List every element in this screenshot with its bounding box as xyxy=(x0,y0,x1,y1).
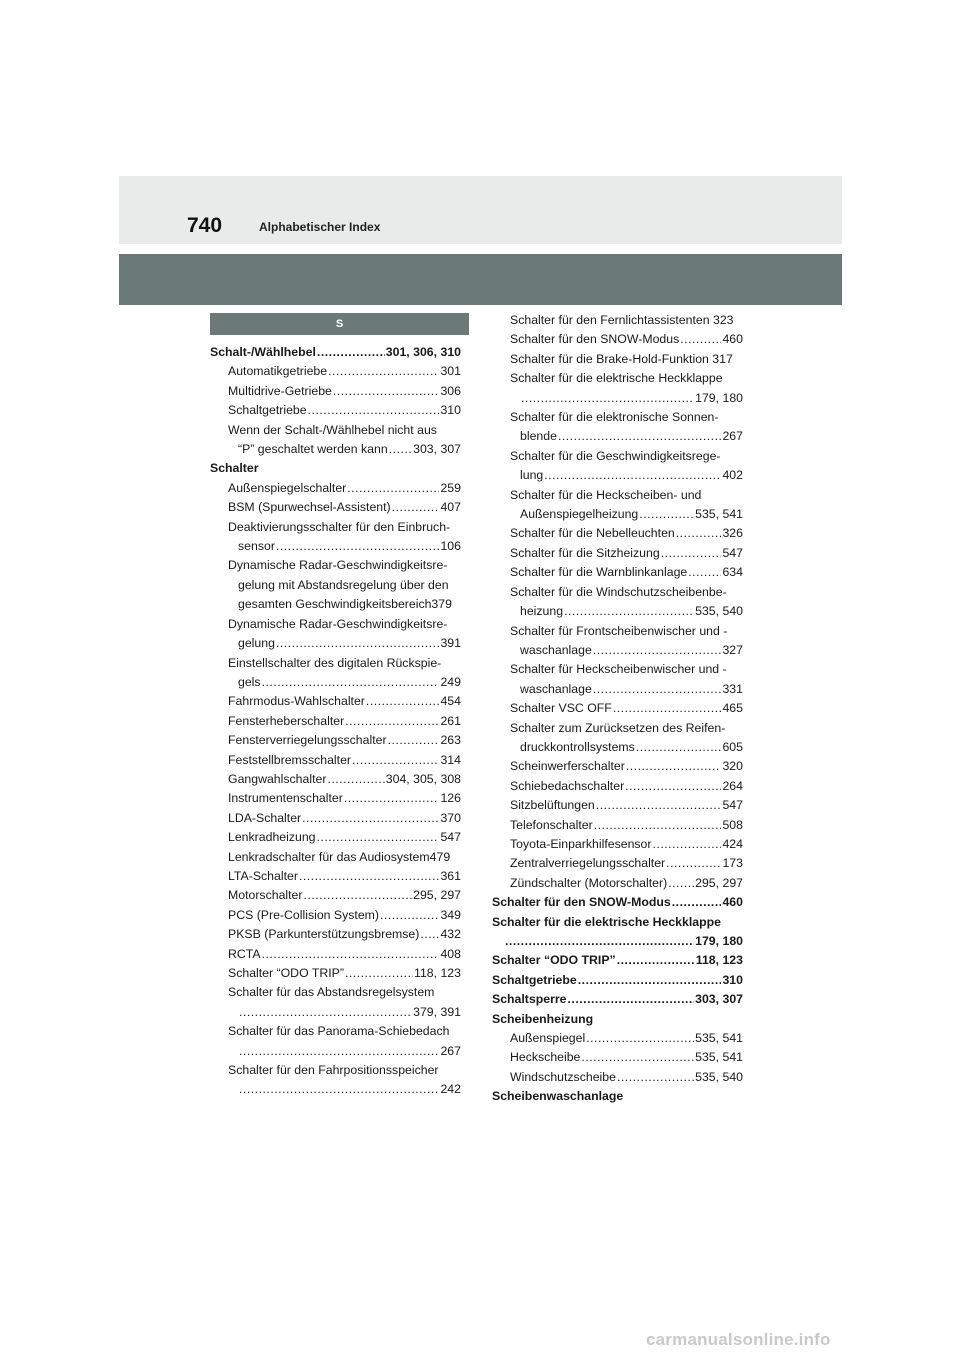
index-entry xyxy=(196,1080,461,1099)
index-entry-label: Schalter für das Abstandsregelsystem xyxy=(228,985,435,1000)
index-entry-label: Schalter für die elektronische Sonnen- xyxy=(510,410,719,425)
dot-leader xyxy=(388,731,440,750)
index-entry xyxy=(196,1003,461,1022)
index-entry xyxy=(196,440,461,459)
index-entry-pages: 535, 540 xyxy=(695,1069,743,1084)
index-entry xyxy=(478,622,743,641)
index-entry-label: Deaktivierungsschalter für den Einbruch- xyxy=(228,519,451,534)
index-entry xyxy=(196,362,461,381)
index-entry-label: Schalter zum Zurücksetzen des Reifen- xyxy=(510,720,726,735)
index-entry-label: Zentralverriegelungsschalter xyxy=(510,856,666,871)
index-entry-label: Schaltsperre xyxy=(492,992,567,1007)
dot-leader xyxy=(344,789,440,808)
index-entry xyxy=(196,964,461,983)
running-title: Alphabetischer Index xyxy=(259,220,381,234)
index-entry xyxy=(478,932,743,951)
index-entry xyxy=(478,913,743,932)
index-entry-label: “P” geschaltet werden kann xyxy=(238,442,388,457)
dot-leader xyxy=(586,1029,694,1048)
index-entry xyxy=(478,796,743,815)
index-entry xyxy=(196,634,461,653)
index-entry-pages: 259 xyxy=(440,480,461,495)
dot-leader xyxy=(239,1080,439,1099)
index-entry-label: druckkontrollsystems xyxy=(520,739,635,754)
index-entry xyxy=(196,925,461,944)
index-entry xyxy=(196,654,461,673)
index-entry-pages: 264 xyxy=(722,778,743,793)
index-entry-pages: 295, 297 xyxy=(413,888,461,903)
index-entry-label: Schalter für die Geschwindigkeitsrege- xyxy=(510,448,721,463)
dot-leader xyxy=(594,816,722,835)
index-entry-pages: 460 xyxy=(722,332,743,347)
index-entry-label: Schalter “ODO TRIP” xyxy=(228,966,344,980)
index-entry-label: blende xyxy=(520,429,557,444)
index-entry-label: Scheibenheizung xyxy=(492,1011,594,1026)
page-number: 740 xyxy=(187,214,223,237)
index-entry-pages: 304, 305, 308 xyxy=(385,771,461,786)
index-entry-pages: 547 xyxy=(722,545,743,560)
index-entry-label: Schalter für den Fernlichtassistenten 323 xyxy=(510,313,734,327)
index-entry-pages: 320 xyxy=(722,759,743,774)
index-entry xyxy=(478,427,743,446)
index-entry-label: Schalter für die elektrische Heckklappe xyxy=(510,371,723,386)
index-entry-label: gelung mit Abstandsregelung über den xyxy=(238,577,449,592)
dot-leader xyxy=(639,505,694,524)
dot-leader xyxy=(625,777,721,796)
index-entry-pages: 173 xyxy=(722,856,743,871)
index-entry-pages: 314 xyxy=(440,752,461,767)
index-entry xyxy=(196,789,461,808)
index-entry-label: Außenspiegel xyxy=(510,1031,586,1046)
index-entry-pages: 267 xyxy=(440,1043,461,1058)
index-entry-label: Schalter für die Windschutzscheibenbe- xyxy=(510,584,727,599)
index-entry-pages: 295, 297 xyxy=(695,875,743,890)
index-entry xyxy=(196,479,461,498)
index-entry-pages: 391 xyxy=(440,636,461,651)
index-entry-pages: 303, 307 xyxy=(413,442,461,457)
index-entry-label: waschanlage xyxy=(520,681,592,696)
index-entry-pages: 249 xyxy=(440,674,461,689)
dot-leader xyxy=(239,1003,412,1022)
dot-leader xyxy=(593,641,722,660)
index-entry-label: heizung xyxy=(520,604,564,619)
dot-leader xyxy=(308,401,440,420)
index-entry xyxy=(196,343,461,362)
index-entry xyxy=(196,906,461,925)
index-entry xyxy=(478,854,743,873)
dot-leader xyxy=(345,712,439,731)
index-entry-label: Dynamische Radar-Geschwindigkeitsre- xyxy=(228,616,448,631)
dot-leader xyxy=(688,563,721,582)
index-entry xyxy=(478,757,743,776)
index-entry xyxy=(196,576,461,595)
index-entry-pages: 402 xyxy=(722,468,743,483)
index-entry xyxy=(196,809,461,828)
dot-leader xyxy=(328,362,439,381)
index-entry-label: Schalt-/Wählhebel xyxy=(210,345,316,359)
index-entry-label: Schaltgetriebe xyxy=(492,972,577,987)
dot-leader xyxy=(672,893,722,912)
index-entry-pages: 267 xyxy=(722,429,743,444)
index-entry xyxy=(478,641,743,660)
index-entry-label: BSM (Spurwechsel-Assistent) xyxy=(228,500,391,515)
index-entry xyxy=(478,738,743,757)
index-entry xyxy=(196,673,461,692)
index-entry xyxy=(478,680,743,699)
index-entry-label: gesamten Geschwindigkeitsbereich379 xyxy=(238,597,452,612)
index-entry-pages: 303, 307 xyxy=(695,992,743,1007)
index-entry-label: Dynamische Radar-Geschwindigkeitsre- xyxy=(228,558,448,573)
index-entry xyxy=(196,692,461,711)
index-entry-label: RCTA xyxy=(228,946,261,961)
dot-leader xyxy=(302,809,439,828)
index-entry-label: Lenkradschalter für das Audiosystem479 xyxy=(228,849,451,864)
dot-leader xyxy=(653,835,722,854)
index-entry-label: Scheinwerferschalter xyxy=(510,759,625,774)
index-entry-label: Multidrive-Getriebe xyxy=(228,383,332,398)
index-entry-pages: 535, 541 xyxy=(695,1050,743,1065)
index-entry-label: Schalter xyxy=(210,461,259,476)
dot-leader xyxy=(262,673,440,692)
index-entry-label: Einstellschalter des digitalen Rückspie- xyxy=(228,655,442,670)
index-entry-pages: 535, 541 xyxy=(695,507,743,522)
index-entry xyxy=(196,556,461,575)
index-entry xyxy=(196,537,461,556)
index-entry xyxy=(196,401,461,420)
index-entry xyxy=(478,1010,743,1029)
index-entry xyxy=(478,563,743,582)
index-entry-label: Schalter für die Warnblinkanlage xyxy=(510,565,688,580)
index-entry-label: Zündschalter (Motorschalter) xyxy=(510,875,668,890)
index-entry xyxy=(478,505,743,524)
index-entry xyxy=(196,886,461,905)
index-entry-label: Feststellbremsschalter xyxy=(228,752,352,767)
index-entry xyxy=(196,712,461,731)
index-entry xyxy=(196,1042,461,1061)
index-entry-pages: 605 xyxy=(722,739,743,754)
index-entry-pages: 301, 306, 310 xyxy=(385,345,461,359)
dot-leader xyxy=(668,874,694,893)
index-entry-pages: 465 xyxy=(722,701,743,716)
index-column-right xyxy=(478,311,743,1107)
dot-leader xyxy=(680,330,721,349)
index-entry xyxy=(196,615,461,634)
index-entry-pages: 379, 391 xyxy=(413,1004,461,1019)
index-entry xyxy=(478,719,743,738)
index-entry xyxy=(196,848,461,867)
index-entry xyxy=(196,382,461,401)
index-entry-pages: 407 xyxy=(440,500,461,515)
dot-leader xyxy=(521,389,694,408)
index-entry xyxy=(196,828,461,847)
index-entry xyxy=(478,1068,743,1087)
index-entry-label: Wenn der Schalt-/Wählhebel nicht aus xyxy=(228,422,437,437)
index-entry xyxy=(478,447,743,466)
index-entry xyxy=(478,602,743,621)
index-entry-pages: 126 xyxy=(440,791,461,806)
header-band xyxy=(119,254,842,305)
index-entry-label: PCS (Pre-Collision System) xyxy=(228,907,380,922)
dot-leader xyxy=(558,427,722,446)
index-entry-label: lung xyxy=(520,468,544,483)
dot-leader xyxy=(564,602,694,621)
index-entry-label: Fahrmodus-Wahlschalter xyxy=(228,694,365,709)
dot-leader xyxy=(239,1042,439,1061)
index-entry-pages: 242 xyxy=(440,1082,461,1097)
index-entry-pages: 634 xyxy=(722,565,743,580)
index-entry-label: Schalter für den SNOW-Modus xyxy=(510,332,680,347)
page-header xyxy=(119,176,842,244)
index-entry-label: Schalter für die Heckscheiben- und xyxy=(510,487,702,502)
dot-leader xyxy=(276,634,440,653)
index-entry-label: Sitzbelüftungen xyxy=(510,798,595,813)
index-entry-label: Schalter für die Nebelleuchten xyxy=(510,526,675,541)
index-entry-pages: 331 xyxy=(722,681,743,696)
dot-leader xyxy=(345,964,413,983)
index-entry xyxy=(196,945,461,964)
index-entry-label: Schalter für die Sitzheizung xyxy=(510,545,660,560)
dot-leader xyxy=(617,1068,694,1087)
dot-leader xyxy=(617,951,695,970)
dot-leader xyxy=(593,680,722,699)
index-entry xyxy=(478,369,743,388)
index-entry xyxy=(478,544,743,563)
index-entry xyxy=(478,951,743,970)
index-entry xyxy=(478,990,743,1009)
index-entry-pages: 326 xyxy=(722,526,743,541)
index-letter-tab: S xyxy=(210,313,469,335)
index-entry-label: Schalter “ODO TRIP” xyxy=(492,953,616,968)
dot-leader xyxy=(544,466,721,485)
index-entry-label: Fensterheberschalter xyxy=(228,713,345,728)
index-entry-pages: 349 xyxy=(440,907,461,922)
index-entry-pages: 306 xyxy=(440,383,461,398)
index-entry-pages: 424 xyxy=(722,836,743,851)
index-entry-label: Schalter für den Fahrpositionsspeicher xyxy=(228,1063,439,1078)
index-entry-label: Heckscheibe xyxy=(510,1050,581,1065)
index-entry xyxy=(478,583,743,602)
index-entry-label: Gangwahlschalter xyxy=(228,771,327,786)
index-entry-pages: 432 xyxy=(440,927,461,942)
index-entry xyxy=(196,498,461,517)
index-entry xyxy=(478,835,743,854)
dot-leader xyxy=(276,537,440,556)
index-entry-pages: 310 xyxy=(722,972,743,987)
index-entry xyxy=(196,731,461,750)
dot-leader xyxy=(304,886,413,905)
index-entry-pages: 535, 540 xyxy=(695,604,743,619)
index-entry-pages: 301 xyxy=(440,364,461,379)
index-entry xyxy=(196,751,461,770)
index-entry-label: gelung xyxy=(238,636,275,651)
index-entry xyxy=(196,770,461,789)
dot-leader xyxy=(392,498,440,517)
index-entry xyxy=(478,486,743,505)
dot-leader xyxy=(420,925,439,944)
dot-leader xyxy=(317,343,385,362)
index-entry-pages: 370 xyxy=(440,810,461,825)
index-entry-label: Schalter für die elektrische Heckklappe xyxy=(492,914,721,929)
index-entry-label: Motorschalter xyxy=(228,888,303,903)
dot-leader xyxy=(299,867,440,886)
index-entry-label: LTA-Schalter xyxy=(228,868,298,883)
index-entry-pages: 454 xyxy=(440,694,461,709)
index-entry-label: Außenspiegelheizung xyxy=(520,507,639,522)
index-entry-pages: 179, 180 xyxy=(695,390,743,405)
index-entry-label: waschanlage xyxy=(520,642,592,657)
index-entry xyxy=(196,1061,461,1080)
index-entry-label: Schaltgetriebe xyxy=(228,403,307,418)
index-entry-pages: 118, 123 xyxy=(414,966,461,980)
index-entry-pages: 408 xyxy=(440,946,461,961)
index-entry xyxy=(478,660,743,679)
dot-leader xyxy=(626,757,722,776)
index-entry-pages: 508 xyxy=(722,817,743,832)
index-entry-pages: 460 xyxy=(722,895,743,910)
index-entry-pages: 118, 123 xyxy=(695,953,743,968)
dot-leader xyxy=(262,945,440,964)
index-entry-label: Schalter für Heckscheibenwischer und - xyxy=(510,662,727,677)
index-entry-pages: 261 xyxy=(440,713,461,728)
index-entry-label: Schalter für das Panorama-Schiebedach xyxy=(228,1024,450,1039)
index-entry xyxy=(478,389,743,408)
index-entry-label: Schalter für Frontscheibenwischer und - xyxy=(510,623,728,638)
index-entry-label: PKSB (Parkunterstützungsbremse) xyxy=(228,927,420,942)
index-list-left xyxy=(196,343,461,1100)
watermark: carmanualsonline.info xyxy=(646,1330,831,1349)
index-entry xyxy=(478,1029,743,1048)
index-entry-label: Scheibenwaschanlage xyxy=(492,1089,624,1104)
index-entry-pages: 310 xyxy=(440,403,461,418)
dot-leader xyxy=(581,1048,694,1067)
index-entry-label: gels xyxy=(238,674,261,689)
index-entry-label: Schalter für die Brake-Hold-Funktion 317 xyxy=(510,351,733,366)
index-entry xyxy=(196,459,461,478)
dot-leader xyxy=(661,544,722,563)
index-entry xyxy=(478,874,743,893)
index-entry-label: LDA-Schalter xyxy=(228,810,302,825)
index-entry xyxy=(196,421,461,440)
index-entry xyxy=(478,893,743,912)
index-entry xyxy=(196,518,461,537)
index-entry-pages: 327 xyxy=(722,642,743,657)
index-entry xyxy=(478,311,743,330)
index-entry-label: Schiebedachschalter xyxy=(510,778,625,793)
index-entry-label: Schalter VSC OFF xyxy=(510,701,612,716)
index-entry-label: Lenkradheizung xyxy=(228,830,316,845)
index-entry-pages: 547 xyxy=(722,798,743,813)
index-column-left xyxy=(196,313,461,1100)
index-entry-pages: 361 xyxy=(440,868,461,883)
index-entry xyxy=(196,983,461,1002)
index-entry xyxy=(478,971,743,990)
dot-leader xyxy=(389,440,412,459)
index-entry xyxy=(478,408,743,427)
index-entry xyxy=(478,1087,743,1106)
index-entry-pages: 535, 541 xyxy=(695,1031,743,1046)
dot-leader xyxy=(347,479,439,498)
dot-leader xyxy=(613,699,722,718)
index-list-right xyxy=(478,311,743,1107)
index-entry xyxy=(478,350,743,369)
index-entry-label: Automatikgetriebe xyxy=(228,364,328,379)
index-entry-label: Außenspiegelschalter xyxy=(228,480,347,495)
dot-leader xyxy=(578,971,722,990)
index-entry xyxy=(478,699,743,718)
index-entry xyxy=(478,1048,743,1067)
dot-leader xyxy=(352,751,439,770)
index-entry-pages: 263 xyxy=(440,733,461,748)
dot-leader xyxy=(568,990,695,1009)
index-entry xyxy=(196,595,461,614)
index-entry-pages: 106 xyxy=(440,539,461,554)
dot-leader xyxy=(636,738,722,757)
index-entry-label: Telefonschalter xyxy=(510,817,593,832)
index-entry xyxy=(478,466,743,485)
index-entry xyxy=(478,330,743,349)
index-entry-label: Toyota-Einparkhilfesensor xyxy=(510,836,652,851)
index-entry xyxy=(196,1022,461,1041)
index-entry-pages: 179, 180 xyxy=(695,934,743,948)
dot-leader xyxy=(666,854,721,873)
index-entry xyxy=(196,867,461,886)
dot-leader xyxy=(333,382,440,401)
index-entry-label: sensor xyxy=(238,539,275,554)
index-entry-pages: 547 xyxy=(440,830,461,845)
index-entry xyxy=(478,777,743,796)
dot-leader xyxy=(380,906,439,925)
index-entry-label: Windschutzscheibe xyxy=(510,1069,616,1084)
index-entry-label: Instrumentenschalter xyxy=(228,791,343,806)
dot-leader xyxy=(327,770,384,789)
dot-leader xyxy=(317,828,440,847)
dot-leader xyxy=(505,932,694,951)
index-entry-label: Fensterverriegelungsschalter xyxy=(228,733,387,748)
index-entry xyxy=(478,816,743,835)
index-entry-label: Schalter für den SNOW-Modus xyxy=(492,895,671,910)
dot-leader xyxy=(676,524,722,543)
dot-leader xyxy=(366,692,440,711)
index-entry xyxy=(478,524,743,543)
dot-leader xyxy=(596,796,722,815)
